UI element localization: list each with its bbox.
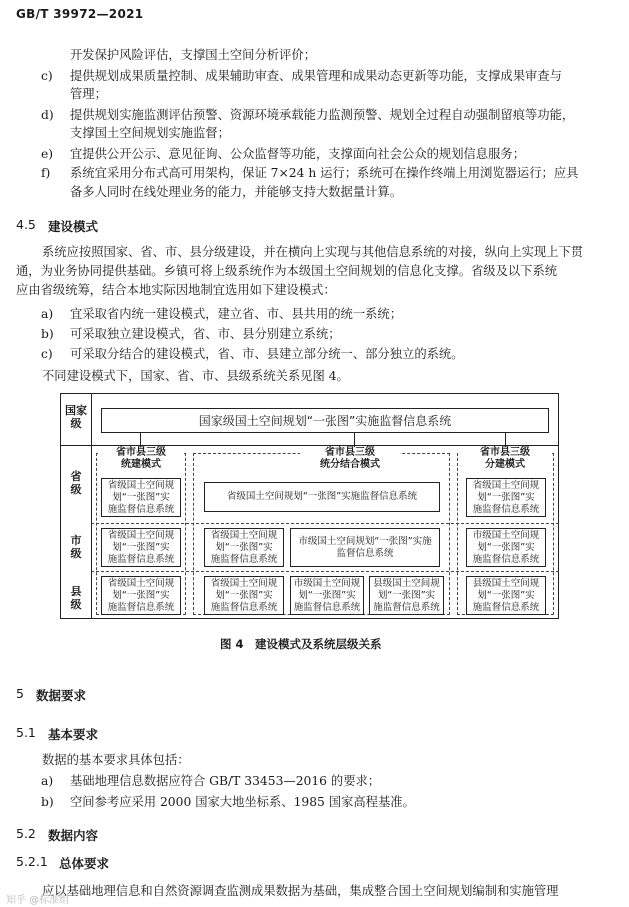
- section-5-1-title: 基本要求: [48, 727, 99, 742]
- data-req-item-a: 基础地理信息数据应符合 GB/T 33453—2016 的要求；: [70, 774, 381, 788]
- list-marker-d: d): [41, 108, 54, 122]
- unified-county-system-box: 省级国土空间规 划“一张图”实 施监督信息系统: [101, 576, 181, 615]
- group-label-separate: 省市县三级 分建模式: [458, 447, 552, 471]
- section-5-2-title: 数据内容: [48, 828, 99, 843]
- connector-national-left: [140, 433, 141, 447]
- level-label-city: 市 级: [70, 534, 82, 560]
- list-marker-c: c): [41, 69, 53, 83]
- build-mode-item-a: 宜采取省内统一建设模式，建立省、市、县共用的统一系统；: [70, 307, 403, 321]
- data-req-marker-a: a): [41, 774, 54, 788]
- section-4-5-title: 建设模式: [48, 219, 99, 234]
- section-4-5-number: 4.5: [16, 217, 36, 232]
- mixed-county-county-box: 县级国土空间规 划“一张图”实 施监督信息系统: [369, 576, 444, 615]
- level-label-province: 省 级: [70, 470, 82, 496]
- section-5-2-1-para: 应以基础地理信息和自然资源调查监测成果数据为基础，集成整合国土空间规划编制和实施管理: [42, 884, 559, 898]
- unified-province-system-box: 省级国土空间规 划“一张图”实 施监督信息系统: [101, 478, 181, 517]
- build-mode-item-b: 可采取独立建设模式，省、市、县分别建立系统；: [70, 327, 341, 341]
- build-mode-item-c: 可采取分结合的建设模式，省、市、县建立部分统一、部分独立的系统。: [70, 347, 464, 361]
- mixed-county-municipal-box: 市级国土空间规 划“一张图”实 施监督信息系统: [290, 576, 364, 615]
- level-column-divider: [91, 393, 92, 619]
- section-5-1-number: 5.1: [16, 725, 36, 740]
- group-label-mixed: 省市县三级 统分结合模式: [300, 447, 400, 471]
- data-req-marker-b: b): [41, 795, 54, 809]
- list-marker-f: f): [41, 166, 51, 180]
- separate-city-system-box: 市级国土空间规 划“一张图”实 施监督信息系统: [466, 528, 546, 567]
- section-4-5-para-line1: 系统应按照国家、省、市、县分级建设，并在横向上实现与其他信息系统的对接，纵向上实现上下贯: [42, 245, 584, 259]
- list-marker-c2: c): [41, 347, 53, 361]
- section-5-2-number: 5.2: [16, 826, 36, 841]
- list-item-c-line1: 提供规划成果质量控制、成果辅助审查、成果管理和成果动态更新等功能，支撑成果审查与: [70, 69, 562, 83]
- list-marker-b: b): [41, 327, 54, 341]
- section-5-2-1-number: 5.2.1: [16, 854, 48, 869]
- mixed-county-provincial-box: 省级国土空间规 划“一张图”实 施监督信息系统: [204, 576, 284, 615]
- separate-province-system-box: 省级国土空间规 划“一张图”实 施监督信息系统: [466, 478, 546, 517]
- level-label-county: 县 级: [70, 585, 82, 611]
- list-item-e: 宜提供公开公示、意见征询、公众监督等功能，支撑面向社会公众的规划信息服务；: [70, 147, 525, 161]
- list-item-c-line2: 管理；: [70, 87, 107, 101]
- connector-national-middle: [354, 433, 355, 447]
- separate-county-system-box: 县级国土空间规 划“一张图”实 施监督信息系统: [466, 576, 546, 615]
- section-5-title: 数据要求: [36, 688, 87, 703]
- mixed-city-provincial-box: 省级国土空间规 划“一张图”实 施监督信息系统: [204, 528, 284, 567]
- list-item-continuation: 开发保护风险评估，支撑国土空间分析评价；: [70, 48, 316, 62]
- mixed-province-system-box: 省级国土空间规划“一张图”实施监督信息系统: [204, 482, 440, 512]
- standard-number-header: GB/T 39972—2021: [16, 7, 144, 21]
- section-5-1-intro: 数据的基本要求具体包括：: [42, 753, 190, 767]
- row-divider-national: [60, 445, 559, 446]
- list-item-d-line2: 支撑国土空间规划实施监督；: [70, 126, 230, 140]
- list-marker-e: e): [41, 147, 54, 161]
- level-label-national: 国家 级: [65, 404, 87, 430]
- section-5-number: 5: [16, 686, 24, 701]
- unified-city-system-box: 省级国土空间规 划“一张图”实 施监督信息系统: [101, 528, 181, 567]
- connector-national-right: [505, 433, 506, 447]
- list-item-d-line1: 提供规划实施监测评估预警、资源环境承载能力监测预警、规划全过程自动强制留痕等功能，: [70, 108, 575, 122]
- figure-reference-note: 不同建设模式下，国家、省、市、县级系统关系见图 4。: [42, 369, 349, 383]
- section-4-5-para-line3: 应由省级统筹，结合本地实际因地制宜选用如下建设模式：: [16, 283, 336, 297]
- national-system-box: 国家级国土空间规划“一张图”实施监督信息系统: [101, 408, 549, 433]
- group-label-unified: 省市县三级 统建模式: [98, 447, 184, 471]
- data-req-item-b: 空间参考应采用 2000 国家大地坐标系、1985 国家高程基准。: [70, 795, 415, 809]
- list-marker-a: a): [41, 307, 54, 321]
- list-item-f-line2: 备多人同时在线处理业务的能力，并能够支持大数据量计算。: [70, 185, 403, 199]
- section-5-2-1-title: 总体要求: [59, 856, 110, 871]
- mixed-city-municipal-box: 市级国土空间规划“一张图”实施 监督信息系统: [290, 528, 440, 567]
- figure-4-caption: 图 4 建设模式及系统层级关系: [220, 637, 382, 651]
- list-item-f-line1: 系统宜采用分布式高可用架构，保证 7×24 h 运行；系统可在操作终端上用浏览器运行；应具: [70, 166, 579, 180]
- section-4-5-para-line2: 通，为业务协同提供基础。乡镇可将上级系统作为本级国土空间规划的信息化支撑。省级及以下系统: [16, 264, 558, 278]
- watermark: 知乎 @标准组: [6, 895, 70, 906]
